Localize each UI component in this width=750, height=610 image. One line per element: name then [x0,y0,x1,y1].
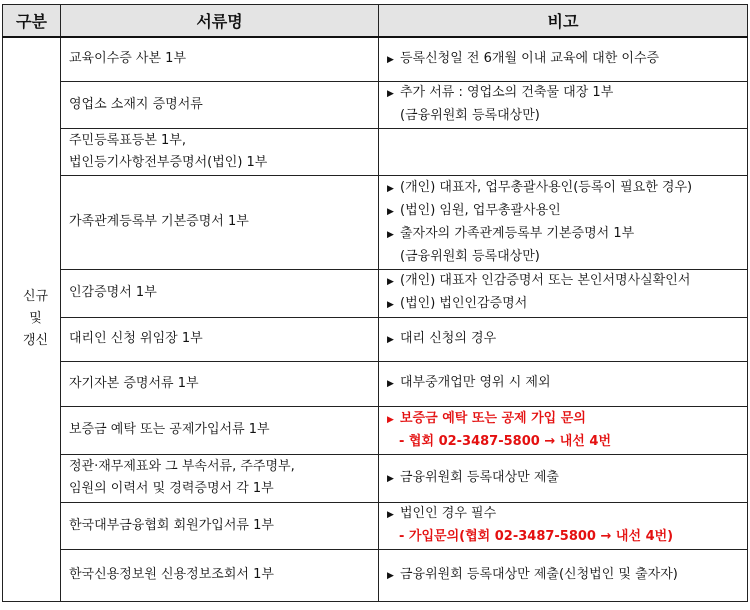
table-row [3,502,748,549]
bullet-icon: ▶ [387,570,394,581]
table-row [3,361,748,406]
table-row [3,549,748,601]
remark-cell [379,361,748,406]
remark-text: (법인) 임원, 업무총괄사용인 [400,202,561,218]
document-name: 정관·재무제표와 그 부속서류, 주주명부, 임원의 이력서 및 경력증명서 각 1부 [61,454,379,502]
document-name: 보증금 예탁 또는 공제가입서류 1부 [61,406,379,454]
remark-text: 대부중개업만 영위 시 제외 [400,375,551,390]
remark-text: 금융위원회 등록대상만 제출(신청법인 및 출자자) [400,566,678,582]
remark-text: 보증금 예탁 또는 공제 가입 문의 [400,410,586,426]
bullet-icon: ▶ [387,89,394,99]
remark-text: (금융위원회 등록대상만) [400,108,540,123]
remark-cell [379,37,748,81]
remark-text: - 협회 02-3487-5800 → 내선 4번 [399,433,611,449]
table-row [3,406,748,454]
remark-cell [379,454,748,502]
bullet-icon: ▶ [387,510,394,520]
remark-cell [379,502,748,549]
header-document-name: 서류명 [61,5,379,38]
bullet-icon: ▶ [387,300,394,310]
bullet-icon: ▶ [387,54,394,65]
category-line: 및 [29,311,42,327]
remark-text: (법인) 법인인감증명서 [400,296,528,311]
document-name: 한국대부금융협회 회원가입서류 1부 [61,502,379,549]
remark-cell [379,406,748,454]
remark-cell [379,549,748,601]
table-row [3,175,748,269]
table-row [3,81,748,128]
table-row [3,317,748,361]
remark-text: (금융위원회 등록대상만) [400,248,540,264]
document-name: 가족관계등록부 기본증명서 1부 [61,175,379,269]
bullet-icon: ▶ [387,414,394,425]
bullet-icon: ▶ [387,206,394,217]
remark-cell [379,317,748,361]
bullet-icon: ▶ [387,183,394,194]
table-row [3,454,748,502]
remark-cell [379,175,748,269]
bullet-icon: ▶ [387,229,394,240]
document-name: 대리인 신청 위임장 1부 [61,317,379,361]
remark-text: (개인) 대표자, 업무총괄사용인(등록이 필요한 경우) [400,179,693,195]
remark-text: (개인) 대표자 인감증명서 또는 본인서명사실확인서 [400,273,691,288]
remark-text: 등록신청일 전 6개월 이내 교육에 대한 이수증 [400,50,660,66]
bullet-icon: ▶ [387,473,394,484]
category-cell [3,37,61,601]
bullet-icon: ▶ [387,334,394,345]
remark-text: 법인인 경우 필수 [400,506,497,521]
header-row [3,5,748,38]
category-line: 갱신 [22,333,49,349]
documents-table [2,4,748,602]
document-name: 주민등록표등본 1부, 법인등기사항전부증명서(법인) 1부 [61,128,379,175]
table-row [3,128,748,175]
category-line: 신규 [22,289,49,305]
remark-cell [379,128,748,175]
remark-text: 금융위원회 등록대상만 제출 [400,469,559,485]
header-remarks: 비고 [379,5,748,38]
document-name: 교육이수증 사본 1부 [61,37,379,81]
bullet-icon: ▶ [387,379,394,389]
document-name: 자기자본 증명서류 1부 [61,361,379,406]
remark-cell [379,269,748,317]
remark-text: 대리 신청의 경우 [400,330,497,346]
document-name: 인감증명서 1부 [61,269,379,317]
document-name: 한국신용정보원 신용정보조회서 1부 [61,549,379,601]
table-row [3,269,748,317]
bullet-icon: ▶ [387,277,394,287]
header-category: 구분 [3,5,61,38]
remark-text: - 가입문의(협회 02-3487-5800 → 내선 4번) [399,529,674,544]
document-name: 영업소 소재지 증명서류 [61,81,379,128]
remark-text: 출자자의 가족관계등록부 기본증명서 1부 [400,225,635,241]
remark-text: 추가 서류 : 영업소의 건축물 대장 1부 [400,85,614,100]
table-row [3,37,748,81]
remark-cell [379,81,748,128]
